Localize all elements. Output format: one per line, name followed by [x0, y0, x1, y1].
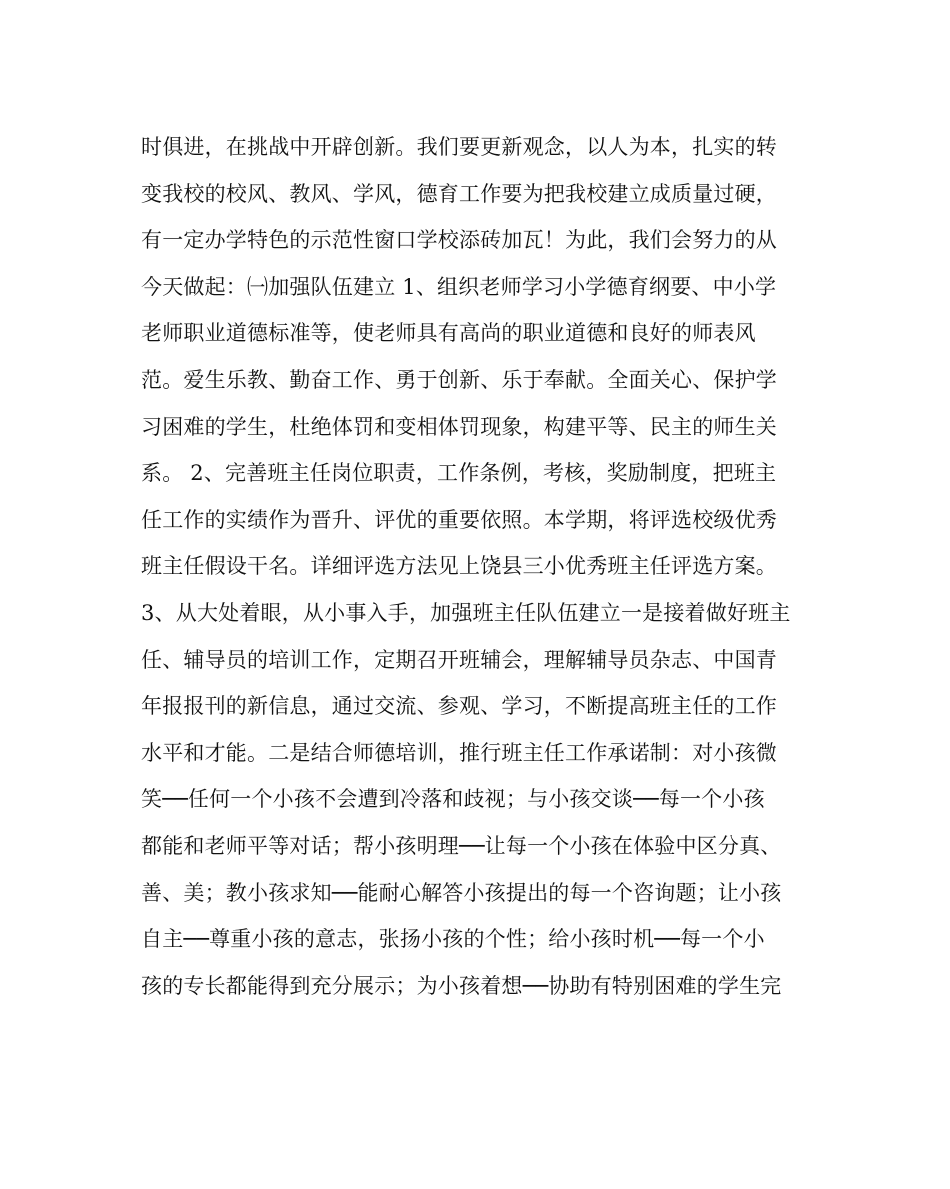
text-line-9: 任工作的实绩作为晋升、评优的重要依照。本学期，将评选校级优秀: [141, 507, 777, 532]
text-line-2: 变我校的校风、教风、学风，德育工作要为把我校建立成质量过硬，: [141, 181, 777, 206]
text-line-17: 善、美；教小孩求知──能耐心解答小孩提出的每一个咨询题；让小孩: [141, 880, 782, 905]
text-line-12: 任、辅导员的培训工作，定期召开班辅会，理解辅导员杂志、中国青: [141, 647, 777, 672]
text-line-16: 都能和老师平等对话；帮小孩明理──让每一个小孩在体验中区分真、: [141, 833, 782, 858]
body-text: [141, 124, 811, 1009]
text-line-6: 范。爱生乐教、勤奋工作、勇于创新、乐于奉献。全面关心、保护学: [141, 367, 777, 392]
text-line-5: 老师职业道德标准等，使老师具有高尚的职业道德和良好的师表风: [141, 321, 756, 346]
text-line-11: 3、从大处着眼，从小事入手，加强班主任队伍建立一是接着做好班主: [141, 600, 791, 625]
text-line-3: 有一定办学特色的示范性窗口学校添砖加瓦！为此，我们会努力的从: [141, 228, 777, 253]
text-line-18: 自主──尊重小孩的意志，张扬小孩的个性；给小孩时机──每一个小: [141, 927, 765, 952]
text-line-13: 年报报刊的新信息，通过交流、参观、学习，不断提高班主任的工作: [141, 694, 777, 719]
text-line-10: 班主任假设干名。详细评选方法见上饶县三小优秀班主任评选方案。: [141, 554, 777, 579]
text-line-19: 孩的专长都能得到充分展示；为小孩着想──协助有特别困难的学生完: [141, 973, 782, 998]
text-line-7: 习困难的学生，杜绝体罚和变相体罚现象，构建平等、民主的师生关: [141, 414, 777, 439]
text-line-1: 时俱进，在挑战中开辟创新。我们要更新观念，以人为本，扎实的转: [141, 135, 777, 159]
text-line-4: 今天做起：㈠加强队伍建立 1、组织老师学习小学德育纲要、中小学: [141, 274, 777, 299]
text-line-8: 系。 2、完善班主任岗位职责，工作条例，考核，奖励制度，把班主: [141, 461, 777, 486]
text-line-15: 笑──任何一个小孩不会遭到冷落和歧视；与小孩交谈──每一个小孩: [141, 787, 765, 812]
text-line-14: 水平和才能。二是结合师德培训，推行班主任工作承诺制：对小孩微: [141, 740, 777, 765]
